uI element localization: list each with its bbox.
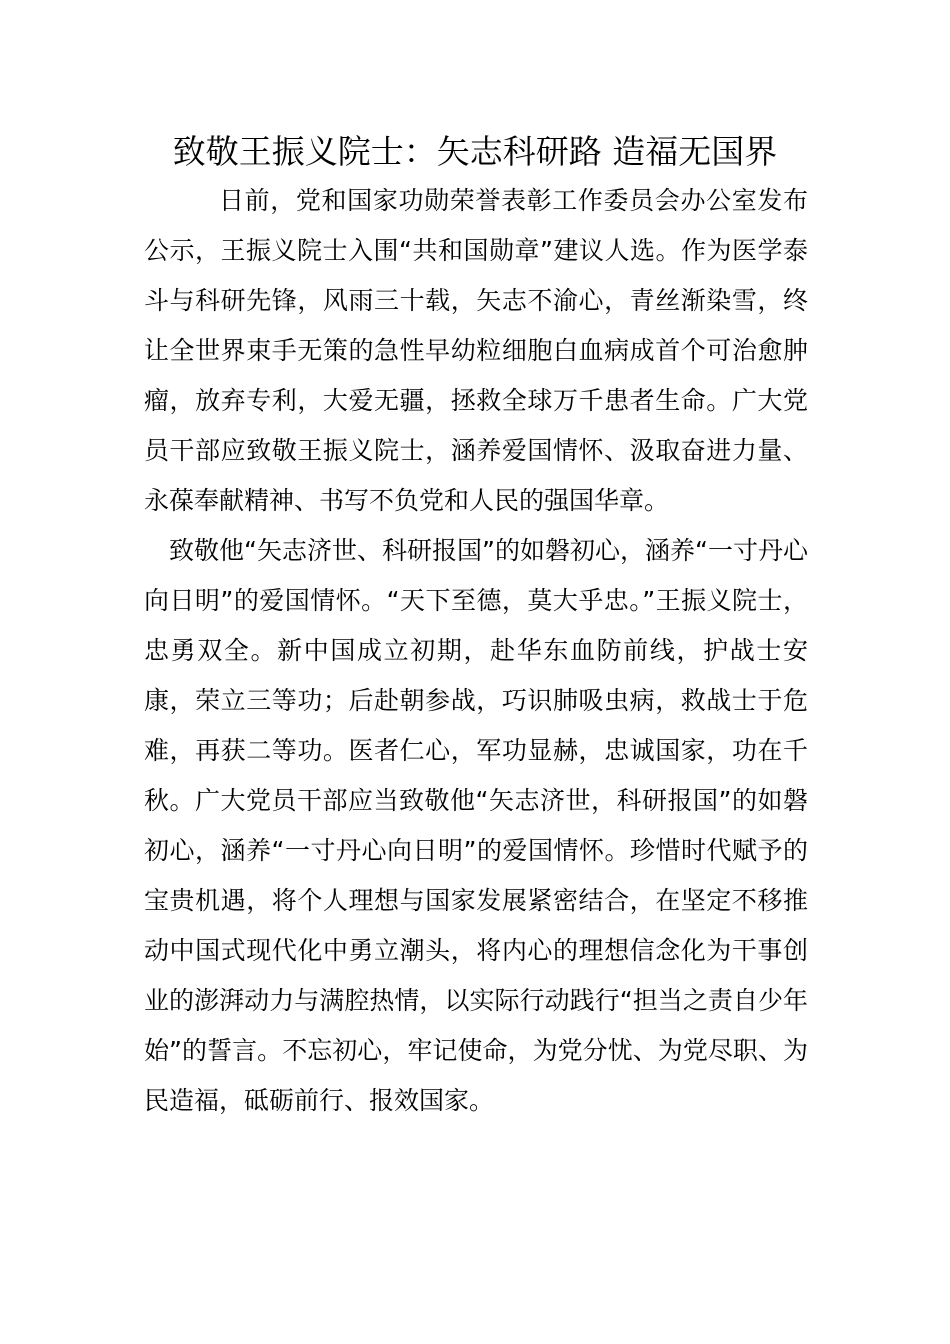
- paragraph-intro: 日前，党和国家功勋荣誉表彰工作委员会办公室发布公示，王振义院士入围“共和国勋章”建议人选。作为医学泰斗与科研先锋，风雨三十载，矢志不渝心，青丝渐染雪，终让全世界束手无策的急性早幼粒细胞白血病成首个可治愈肿瘤，放弃专利，大爱无疆，拯救全球万千患者生命。广大党员干部应致敬王振义院士，涵养爱国情怀、汲取奋进力量、永葆奉献精神、书写不负党和人民的强国华章。: [144, 186, 808, 515]
- document-title: 致敬王振义院士：矢志科研路 造福无国界: [172, 132, 778, 171]
- document-body: [144, 176, 808, 1126]
- paragraph-patriotism: 致敬他“矢志济世、科研报国”的如磐初心，涵养“一寸丹心向日明”的爱国情怀。“天下至德，莫大乎忠。”王振义院士，忠勇双全。新中国成立初期，赴华东血防前线，护战士安康，荣立三等功；后赴朝参战，巧识肺吸虫病，救战士于危难，再获二等功。医者仁心，军功显赫，忠诚国家，功在千秋。广大党员干部应当致敬他“矢志济世，科研报国”的如磐初心，涵养“一寸丹心向日明”的爱国情怀。珍惜时代赋予的宝贵机遇，将个人理想与国家发展紧密结合，在坚定不移推动中国式现代化中勇立潮头，将内心的理想信念化为干事创业的澎湃动力与满腔热情，以实际行动践行“担当之责自少年始”的誓言。不忘初心，牢记使命，为党分忧、为党尽职、为民造福，砥砺前行、报效国家。: [144, 536, 808, 1115]
